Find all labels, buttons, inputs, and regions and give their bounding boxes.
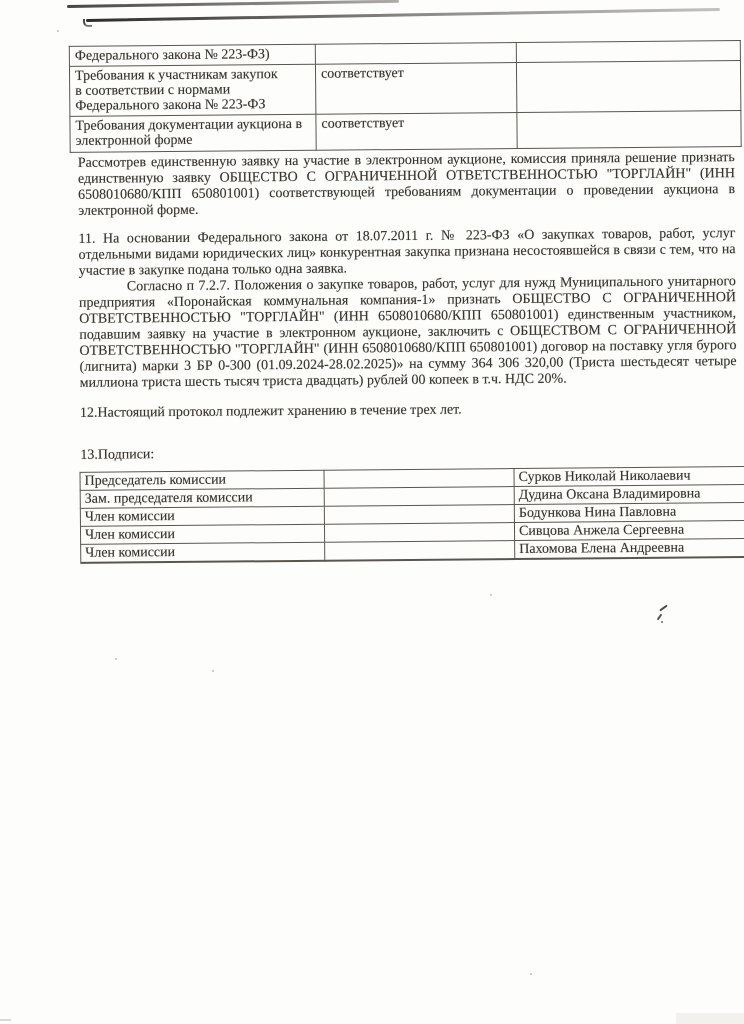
signature-space-cell: [324, 469, 514, 489]
paragraph-item-12: 12.Настоящий протокол подлежит хранению в течение трех лет.: [79, 402, 462, 421]
table-row: [69, 61, 740, 117]
name-cell: Сивцова Анжела Сергеевна: [514, 520, 744, 540]
signature-space-cell: [324, 487, 514, 507]
criteria-table: [69, 40, 742, 153]
scan-speck: [490, 594, 492, 596]
pen-mark: [657, 614, 663, 621]
scan-speck: [115, 658, 117, 660]
paragraph-item-11: 11. На основании Федерального закона от 18.07.2011 г. № 223-ФЗ «О закупках товаров, работ, услуг отдельными видами юридических лиц» конкурентная закупка признана несостоявшейся в связи с тем, что на участие в закупке подана только одна заявка.: [78, 226, 736, 279]
criterion-cell: Требования документации аукциона в электронной форме: [70, 114, 316, 152]
note-cell: [517, 111, 741, 149]
name-cell: Бодункова Нина Павловна: [514, 502, 744, 522]
criterion-cell: Требования к участникам закупок в соответствии с нормами Федерального закона № 223-ФЗ: [69, 64, 315, 116]
signature-space-cell: [325, 541, 515, 561]
role-cell: Председатель комиссии: [80, 470, 324, 490]
paragraph-decision: Рассмотрев единственную заявку на участие в электронном аукционе, комиссия приняла решение признать единственную заявку ОБЩЕСТВО С ОГРАНИЧЕННОЙ ОТВЕТСТВЕННОСТЬЮ "ТОРГЛАЙН" (ИНН 6508010680/КПП 650801001) соответствующей требованиям документации о проведении аукциона в электронной форме.: [77, 150, 736, 219]
name-cell: Дудина Оксана Владимировна: [514, 484, 744, 504]
scan-speck: [212, 670, 214, 672]
pen-mark: [661, 621, 663, 623]
paragraph-item-11-contract: Согласно п 7.2.7. Положения о закупке товаров, работ, услуг для нужд Муниципального унитарного предприятия «Поронайская коммунальная компания-1» признать ОБЩЕСТВО С ОГРАНИЧЕННОЙ ОТВЕТСТВЕННОСТЬЮ "ТОРГЛАЙН" (ИНН 6508010680/КПП 650801001) единственным участником, подавшим заявку на участие в электронном аукционе, заключить с ОБЩЕСТВОМ С ОГРАНИЧЕННОЙ ОТВЕТСТВЕННОСТЬЮ "ТОРГЛАЙН" (ИНН 6508010680/КПП 650801001) договор на поставку угля бурого (лигнита) марки 3 БР 0-300 (01.09.2024-28.02.2025)» на сумму 364 306 320,00 (Триста шестьдесят четыре миллиона триста шесть тысяч триста двадцать) рублей 00 копеек в т.ч. НДС 20%.: [78, 274, 737, 391]
pen-mark: [659, 605, 668, 612]
note-cell: [516, 41, 740, 63]
status-cell: [315, 43, 516, 65]
role-cell: Член комиссии: [80, 506, 324, 526]
criterion-cell: Федерального закона № 223-ФЗ): [69, 44, 315, 66]
status-cell: соответствует: [315, 63, 516, 115]
role-cell: Член комиссии: [80, 524, 324, 544]
name-cell: Пахомова Елена Андреевна: [515, 538, 744, 559]
signature-space-cell: [324, 505, 514, 525]
role-cell: Зам. председателя комиссии: [80, 488, 324, 508]
role-cell: Член комиссии: [81, 542, 325, 563]
signature-space-cell: [324, 523, 514, 543]
status-cell: соответствует: [316, 113, 517, 151]
paragraph-item-13-signatures-label: 13.Подписи:: [80, 447, 155, 463]
scan-shadow-patch: [676, 1013, 744, 1024]
name-cell: Сурков Николай Николаевич: [514, 466, 744, 486]
signatures-table: [80, 466, 744, 564]
table-row: [70, 111, 741, 153]
scan-edge-line: [0, 1019, 11, 1021]
scan-speck: [530, 973, 532, 975]
note-cell: [516, 61, 740, 113]
